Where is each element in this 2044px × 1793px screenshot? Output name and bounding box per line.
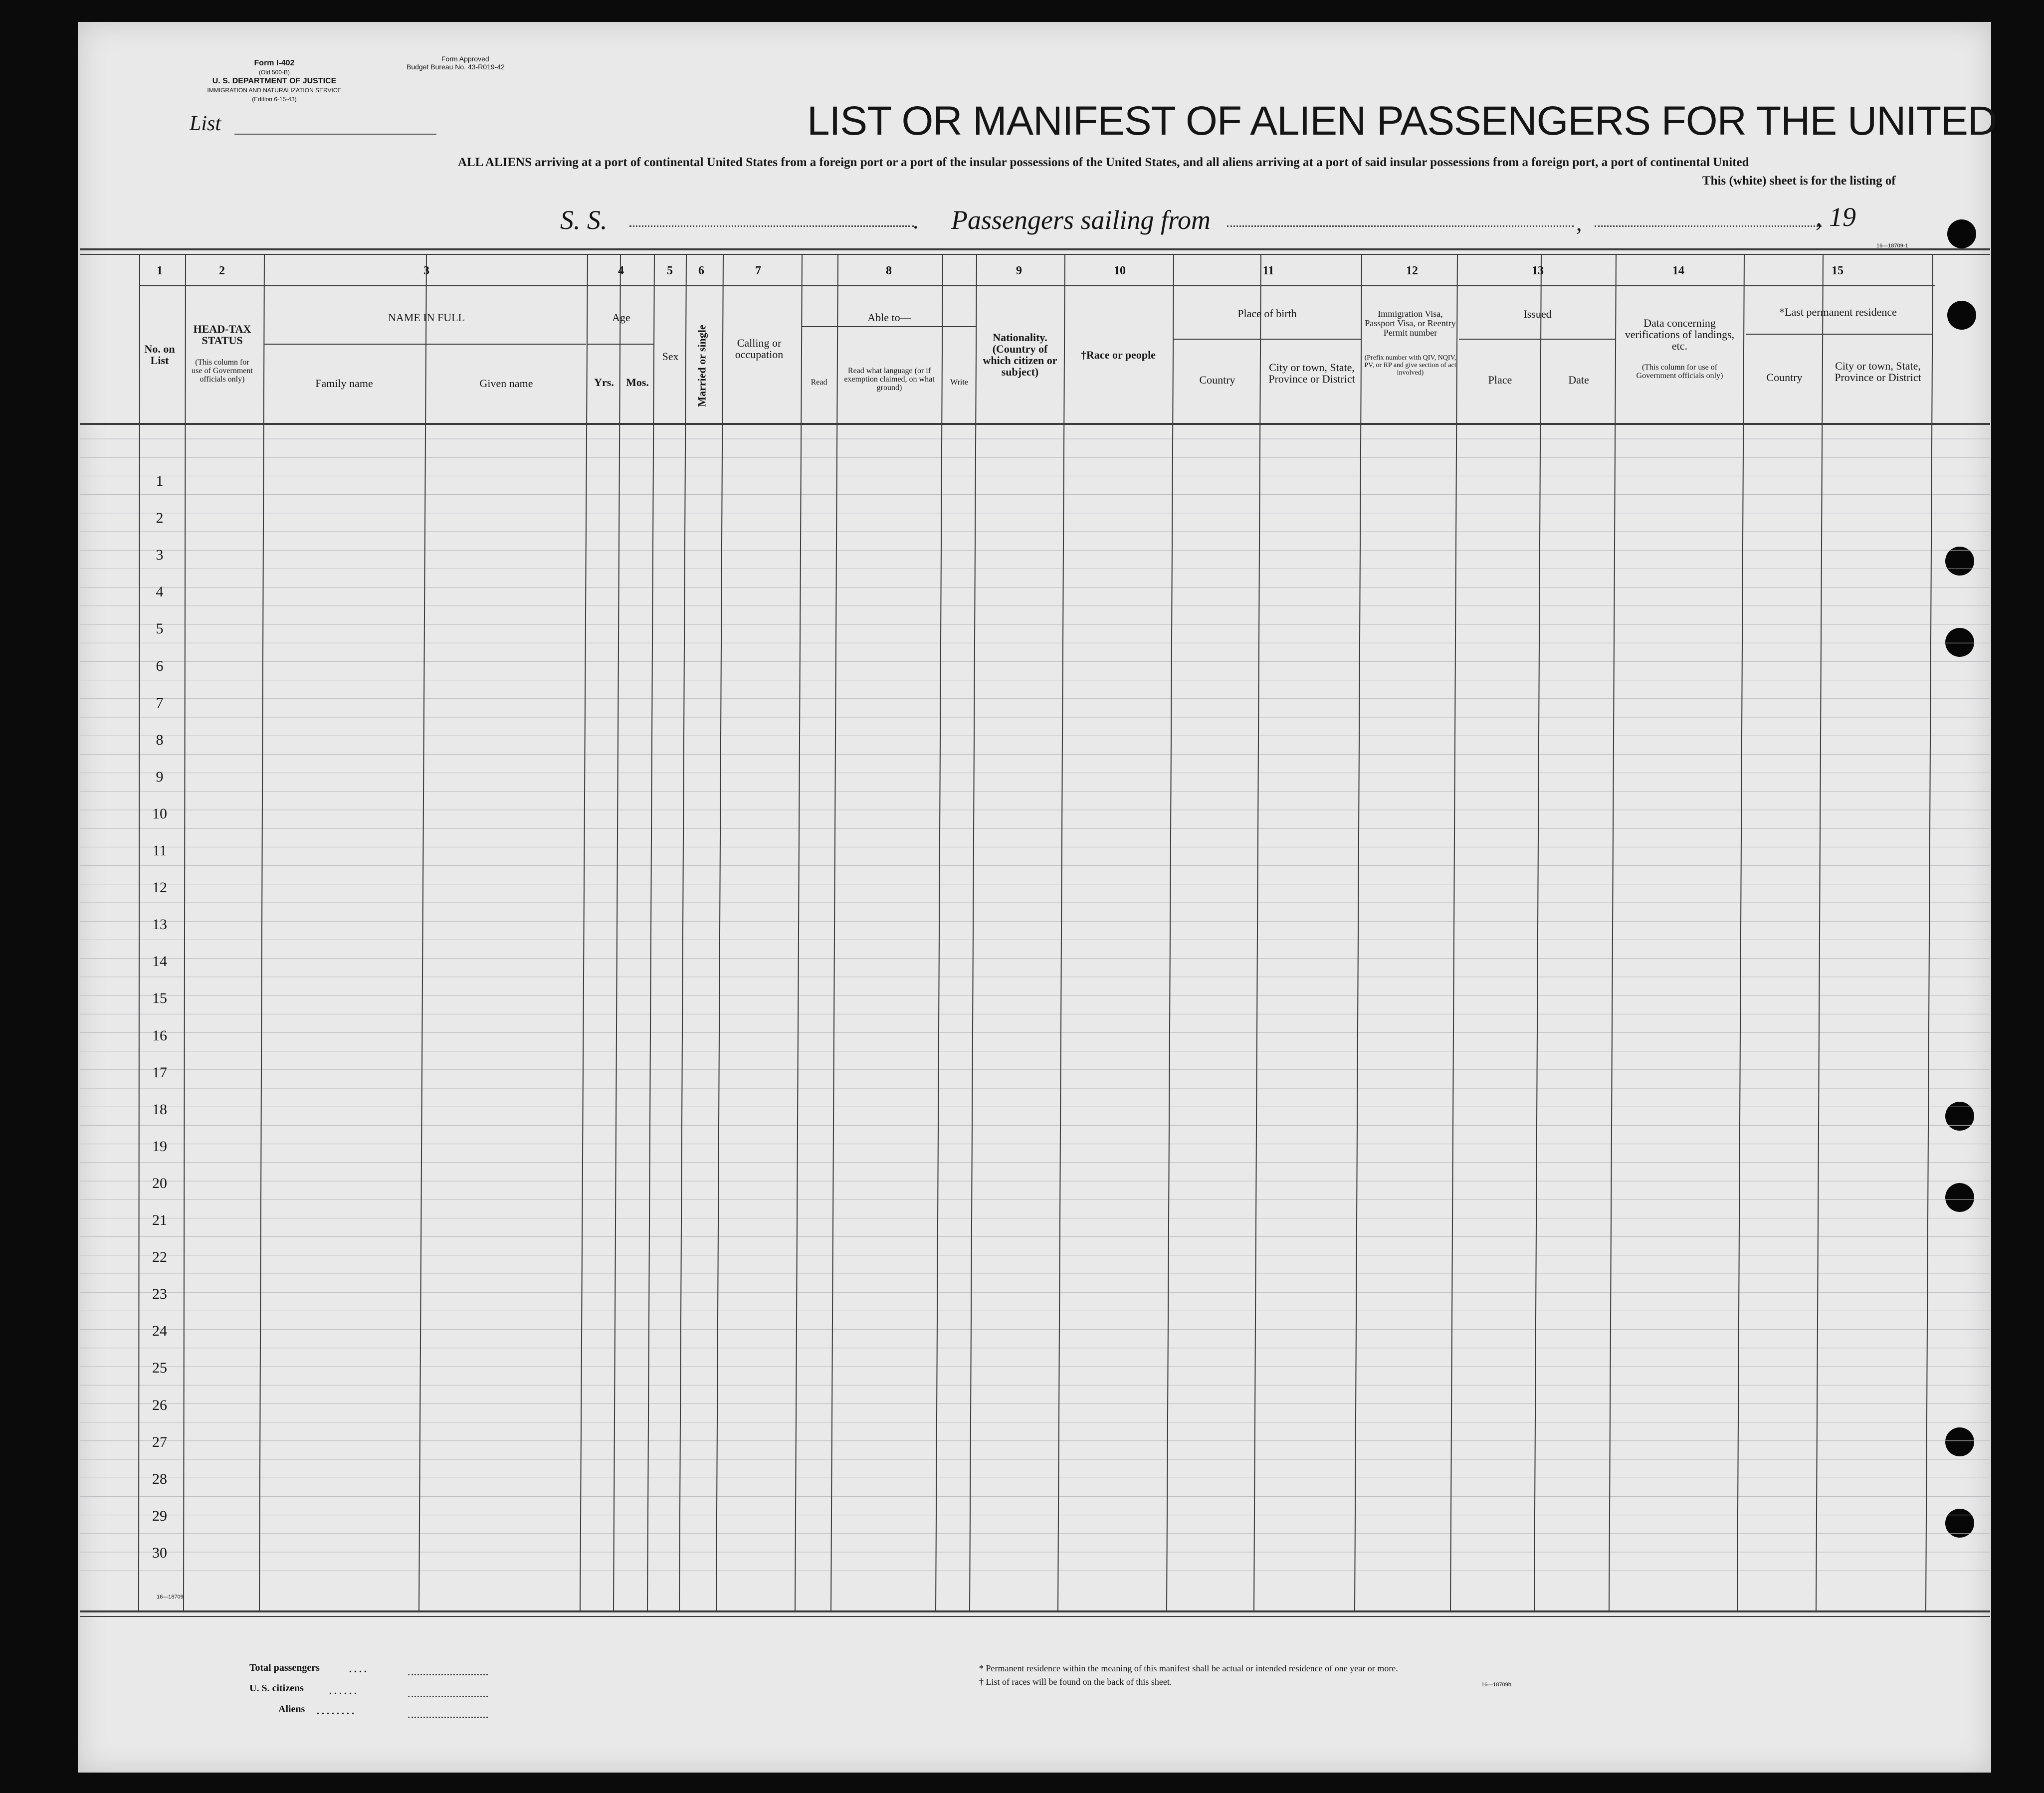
column-rule-15 xyxy=(1167,254,1174,1611)
page-title: LIST OR MANIFEST OF ALIEN PASSENGERS FOR THE UNITED xyxy=(807,98,1997,144)
row-number: 5 xyxy=(156,620,164,637)
col-number-2: 2 xyxy=(219,264,225,277)
header-calling: Calling or occupation xyxy=(735,337,784,361)
header-head-tax-status: HEAD-TAX STATUS xyxy=(193,323,251,347)
column-rule-12 xyxy=(936,254,943,1611)
corner-code: 16—18709-1 xyxy=(1876,243,1908,249)
header-write: Write xyxy=(950,378,968,387)
row-number: 3 xyxy=(156,547,164,564)
row-number: 24 xyxy=(152,1323,167,1340)
row-number: 15 xyxy=(152,990,167,1007)
header-place-of-birth: Place of birth xyxy=(1237,307,1297,320)
aliens-label: Aliens xyxy=(278,1704,305,1715)
header-residence-city: City or town, State, Province or District xyxy=(1835,360,1921,384)
column-rule-8 xyxy=(679,254,686,1611)
row-number: 20 xyxy=(152,1175,167,1192)
year-label: , 19 xyxy=(1816,202,1856,232)
row-number: 18 xyxy=(152,1101,167,1118)
col-number-13: 13 xyxy=(1532,264,1544,277)
row-number: 7 xyxy=(156,694,164,711)
us-citizens-label: U. S. citizens xyxy=(249,1683,304,1694)
header-given-name: Given name xyxy=(479,377,533,390)
column-rule-6 xyxy=(613,254,620,1611)
us-citizens-field[interactable] xyxy=(408,1696,488,1697)
header-residence-country: Country xyxy=(1766,371,1803,384)
ship-label: S. S. xyxy=(560,205,608,235)
column-rule-18 xyxy=(1450,254,1457,1611)
row-number: 21 xyxy=(152,1212,167,1228)
col-number-5: 5 xyxy=(667,264,673,277)
total-passengers-leader: . . . . xyxy=(349,1664,367,1675)
header-read: Read xyxy=(811,378,827,387)
column-rule-17 xyxy=(1355,254,1362,1611)
list-label: List xyxy=(190,112,221,135)
row-number: 22 xyxy=(152,1249,167,1266)
row-number: 30 xyxy=(152,1544,167,1561)
permanent-residence-note: * Permanent residence within the meaning of this manifest shall be actual or intended residence of one year or more. xyxy=(979,1663,1398,1673)
row-number: 1 xyxy=(156,473,164,489)
row-number: 14 xyxy=(152,953,167,970)
col-number-7: 7 xyxy=(755,264,761,277)
header-issued-date: Date xyxy=(1568,374,1589,386)
header-birth-city: City or town, State, Province or District xyxy=(1268,361,1355,385)
row-number: 8 xyxy=(156,731,164,748)
col-number-14: 14 xyxy=(1672,264,1684,277)
column-rule-23 xyxy=(1926,254,1933,1611)
row-number: 13 xyxy=(152,916,167,933)
column-rule-4 xyxy=(419,254,426,1611)
race-list-note: † List of races will be found on the back of this sheet. xyxy=(979,1677,1172,1687)
sailing-from-label: Passengers sailing from xyxy=(951,205,1211,235)
header-head-tax-note: (This column for use of Government officials only) xyxy=(192,358,253,384)
column-rule-3 xyxy=(259,254,264,1611)
header-no-on-list: No. on List xyxy=(144,343,175,367)
column-rule-7 xyxy=(647,254,654,1611)
column-rule-5 xyxy=(580,254,588,1611)
header-race: †Race or people xyxy=(1081,349,1156,361)
header-nationality: Nationality. (Country of which citizen or subject) xyxy=(983,331,1057,378)
header-issued: Issued xyxy=(1523,308,1552,320)
row-number: 10 xyxy=(152,805,167,822)
header-name-in-full: NAME IN FULL xyxy=(388,311,465,324)
column-rule-1 xyxy=(139,254,140,1611)
row-number: 11 xyxy=(152,842,167,859)
subtitle-line-2: This (white) sheet is for the listing of xyxy=(1702,174,1896,188)
row-number: 6 xyxy=(156,657,164,674)
row-number: 26 xyxy=(152,1396,167,1413)
total-passengers-field[interactable] xyxy=(408,1674,488,1675)
aliens-leader: . . . . . . . . xyxy=(317,1706,354,1717)
header-visa: Immigration Visa, Passport Visa, or Reentry Permit number xyxy=(1365,309,1456,338)
col-number-10: 10 xyxy=(1114,264,1126,277)
header-issued-place: Place xyxy=(1488,374,1512,386)
header-birth-country: Country xyxy=(1199,374,1235,386)
aliens-field[interactable] xyxy=(408,1717,488,1718)
header-sex: Sex xyxy=(662,350,679,363)
row-number: 28 xyxy=(152,1470,167,1487)
header-married-or-single: Married or single xyxy=(695,325,708,407)
column-rule-22 xyxy=(1816,254,1823,1611)
row-number: 25 xyxy=(152,1360,167,1377)
col-number-8: 8 xyxy=(886,264,892,277)
col-number-12: 12 xyxy=(1406,264,1418,277)
row-number: 9 xyxy=(156,768,164,785)
col-number-9: 9 xyxy=(1016,264,1022,277)
row-number: 19 xyxy=(152,1138,167,1155)
header-age: Age xyxy=(612,311,630,324)
service-name: IMMIGRATION AND NATURALIZATION SERVICE xyxy=(207,87,342,94)
column-rule-20 xyxy=(1609,254,1616,1611)
column-rule-13 xyxy=(970,254,977,1611)
header-family-name: Family name xyxy=(315,377,373,390)
ship-field-period: . xyxy=(913,208,919,233)
row-number: 23 xyxy=(152,1286,167,1303)
subtitle-line-1: ALL ALIENS arriving at a port of continental United States from a foreign port or a port of the insular possessions of the United States, and all aliens arriving at a port of said insular possessions from a foreign port, a port of continental United xyxy=(458,156,1749,169)
form-number: Form I-402 xyxy=(254,59,295,67)
column-rule-9 xyxy=(716,254,723,1611)
budget-bureau-line: Budget Bureau No. 43-R019-42 xyxy=(407,63,505,71)
col-number-15: 15 xyxy=(1832,264,1843,277)
header-visa-note: (Prefix number with QIV, NQIV, PV, or RP and give section of act involved) xyxy=(1364,354,1456,377)
header-mos: Mos. xyxy=(626,376,649,389)
column-rule-19 xyxy=(1534,254,1541,1611)
col-number-6: 6 xyxy=(698,264,704,277)
column-rule-14 xyxy=(1058,254,1065,1611)
total-passengers-label: Total passengers xyxy=(249,1662,320,1673)
bottom-form-code: 16—18709 xyxy=(157,1594,184,1600)
header-read-language: Read what language (or if exemption claimed, on what ground) xyxy=(844,367,935,392)
column-rule-10 xyxy=(795,254,802,1611)
header-landing-data: Data concerning verifications of landings, etc. xyxy=(1625,317,1735,352)
row-number: 27 xyxy=(152,1433,167,1450)
column-rule-21 xyxy=(1737,254,1744,1611)
row-number: 29 xyxy=(152,1507,167,1524)
row-number: 2 xyxy=(156,510,164,527)
approved-line: Form Approved xyxy=(441,55,489,63)
sailing-field-comma: , xyxy=(1576,210,1582,235)
header-last-residence: *Last permanent residence xyxy=(1779,306,1897,318)
us-citizens-leader: . . . . . . xyxy=(329,1686,357,1697)
column-rule-2 xyxy=(184,254,186,1611)
header-yrs: Yrs. xyxy=(594,376,614,389)
column-rule-16 xyxy=(1254,254,1261,1611)
header-landing-note: (This column for use of Government officials only) xyxy=(1636,363,1723,380)
footer-form-code: 16—18709b xyxy=(1481,1682,1511,1688)
col-number-1: 1 xyxy=(157,264,163,277)
row-number: 12 xyxy=(152,879,167,896)
col-number-11: 11 xyxy=(1262,264,1274,277)
col-number-3: 3 xyxy=(423,264,429,277)
edition-date: (Edition 6-15-43) xyxy=(252,96,297,103)
column-rule-11 xyxy=(831,254,838,1611)
row-number: 17 xyxy=(152,1064,167,1081)
header-able-to: Able to— xyxy=(867,311,911,324)
row-number: 4 xyxy=(156,584,164,600)
col-number-4: 4 xyxy=(618,264,624,277)
old-form-number: (Old 500-B) xyxy=(258,69,290,76)
department-name: U. S. DEPARTMENT OF JUSTICE xyxy=(212,77,337,85)
row-number: 16 xyxy=(152,1027,167,1044)
